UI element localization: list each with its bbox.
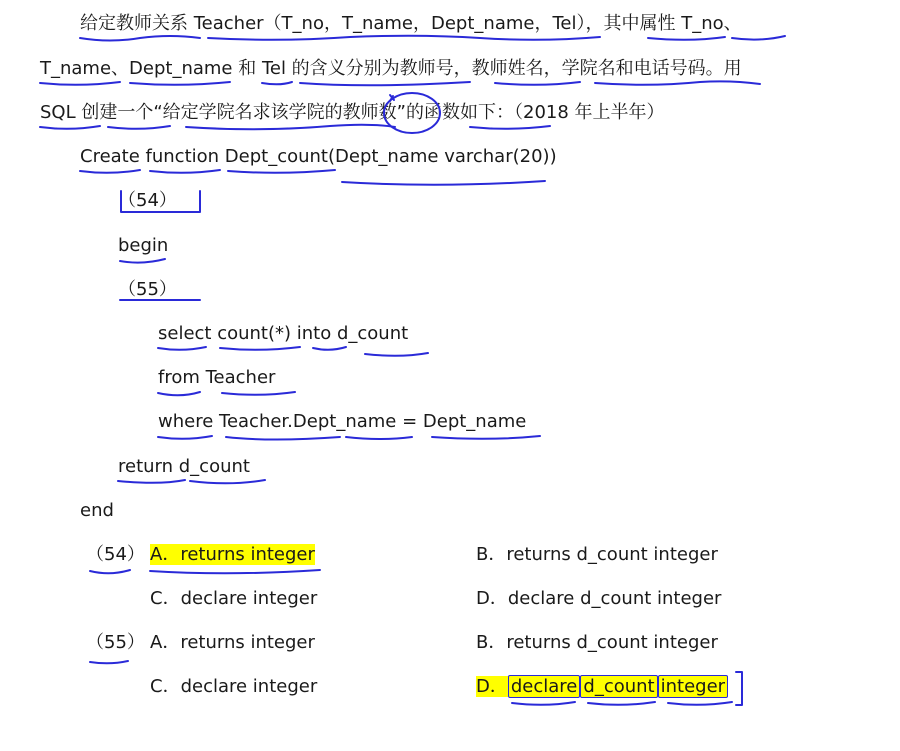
q54-option-a xyxy=(150,543,315,567)
q55-option-d-letter: D． xyxy=(476,676,508,697)
ink-underline xyxy=(150,170,220,173)
ink-underline xyxy=(40,126,100,129)
ink-underline xyxy=(648,37,725,40)
q55-option-d xyxy=(476,675,728,699)
ink-underline xyxy=(90,570,130,573)
ink-underline xyxy=(588,702,655,705)
q55-label: （55） xyxy=(86,632,145,653)
q54-option-c: C．declare integer xyxy=(150,588,318,609)
ink-underline xyxy=(512,702,575,705)
ink-underline xyxy=(158,392,200,395)
ink-underline xyxy=(668,702,732,705)
ink-underline xyxy=(226,437,340,440)
q55-option-c: C．declare integer xyxy=(150,676,318,697)
q55-option-d-word-dcount: d_count xyxy=(580,675,657,698)
ink-underline xyxy=(208,36,600,40)
ink-underline xyxy=(158,347,206,350)
code-end: end xyxy=(80,500,114,521)
question-line-3: SQL 创建一个“给定学院名求该学院的教师数”的函数如下：（2018 年上半年） xyxy=(40,102,665,123)
blank-55: （55） xyxy=(118,279,177,300)
ink-underline xyxy=(40,82,120,85)
ink-underline xyxy=(108,126,170,129)
blank-54: （54） xyxy=(118,190,177,211)
ink-underline xyxy=(186,125,395,130)
q54-option-b: B．returns d_count integer xyxy=(476,544,718,565)
ink-underline xyxy=(262,82,292,84)
code-from: from Teacher xyxy=(158,367,276,388)
ink-underline xyxy=(220,347,300,350)
code-begin: begin xyxy=(118,235,169,256)
ink-underline xyxy=(130,82,230,85)
ink-underline xyxy=(150,570,320,573)
q55-option-d-word-integer: integer xyxy=(658,675,728,698)
q55-option-b: B．returns d_count integer xyxy=(476,632,718,653)
ink-underline xyxy=(595,81,760,84)
ink-underline xyxy=(222,392,295,395)
ink-underline xyxy=(118,480,185,483)
ink-underline xyxy=(342,181,545,185)
ink-underline xyxy=(313,347,346,350)
question-line-1: 给定教师关系 Teacher（T_no，T_name，Dept_name，Tel），其中属性 T_no、 xyxy=(80,13,742,34)
code-where: where Teacher.Dept_name = Dept_name xyxy=(158,411,527,432)
ink-underline xyxy=(190,480,265,483)
ink-underline xyxy=(365,353,428,356)
ink-underline xyxy=(495,82,580,85)
ink-underline xyxy=(80,36,200,41)
q54-label: （54） xyxy=(86,544,145,565)
ink-underline xyxy=(300,82,470,85)
code-return: return d_count xyxy=(118,456,250,477)
ink-underline xyxy=(120,259,165,263)
ink-bracket xyxy=(736,672,742,705)
q54-option-d: D．declare d_count integer xyxy=(476,588,722,609)
ink-underline xyxy=(470,126,550,129)
code-create-function: Create function Dept_count(Dept_name varchar(20)) xyxy=(80,146,557,167)
ink-underline xyxy=(228,170,335,173)
ink-underline xyxy=(346,437,412,439)
question-line-2: T_name、Dept_name 和 Tel 的含义分别为教师号，教师姓名，学院名和电话号码。用 xyxy=(40,58,742,79)
q55-option-a: A．returns integer xyxy=(150,632,315,653)
ink-underline xyxy=(732,36,785,40)
ink-underline xyxy=(80,170,140,173)
q55-option-d-word-declare: declare xyxy=(508,675,581,698)
q54-option-a-text: A．returns integer xyxy=(150,544,315,565)
ink-underline xyxy=(158,436,212,439)
ink-underline xyxy=(432,436,540,439)
code-select: select count(*) into d_count xyxy=(158,323,409,344)
ink-underline xyxy=(90,661,128,663)
